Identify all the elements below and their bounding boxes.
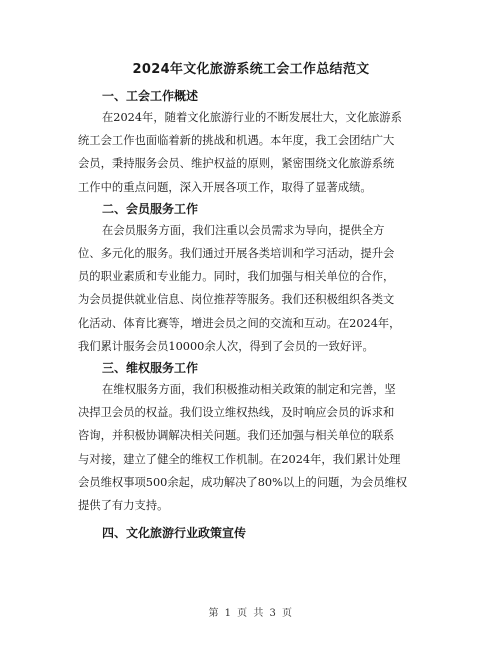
- paragraph-line: 工作中的重点问题，深入开展各项工作，取得了显著成绩。: [78, 180, 372, 194]
- section-heading-member-service: 二、会员服务工作: [102, 201, 199, 216]
- paragraph-line: 在会员服务方面，我们注重以会员需求为导向，提供全方: [102, 223, 385, 237]
- paragraph-line: 位、多元化的服务。我们通过开展各类培训和学习活动，提升会: [78, 247, 395, 261]
- page-footer: 第 1 页 共 3 页: [208, 608, 294, 619]
- section-paragraph-member-service: [78, 219, 429, 358]
- section-paragraph-rights-service: [78, 378, 429, 517]
- paragraph-line: 员的职业素质和专业能力。同时，我们加强与相关单位的合作，: [78, 270, 395, 284]
- paragraph-line: 在维权服务方面，我们积极推动相关政策的制定和完善，坚: [102, 383, 396, 397]
- paragraph-line: 咨询，并积极协调解决相关问题。我们还加强与相关单位的联系: [78, 429, 395, 443]
- paragraph-line: 决捍卫会员的权益。我们设立维权热线，及时响应会员的诉求和: [78, 406, 395, 420]
- section-heading-policy-promotion: 四、文化旅游行业政策宣传: [102, 526, 247, 541]
- section-paragraph-overview: [78, 106, 429, 199]
- document-body: [78, 86, 429, 543]
- paragraph-line: 会员维权事项500余起，成功解决了80%以上的问题，为会员维权: [78, 475, 408, 489]
- paragraph-line: 在2024年，随着文化旅游行业的不断发展壮大，文化旅游系: [102, 111, 402, 124]
- paragraph-line: 我们累计服务会员10000余人次，得到了会员的一致好评。: [78, 339, 374, 353]
- paragraph-line: 提供了有力支持。: [78, 499, 169, 513]
- section-heading-overview: 一、工会工作概述: [102, 89, 199, 103]
- paragraph-line: 为会员提供就业信息、岗位推荐等服务。我们还积极组织各类文: [78, 293, 395, 307]
- document-title: 2024年文化旅游系统工会工作总结范文: [132, 62, 370, 77]
- paragraph-line: 会员，秉持服务会员、维护权益的原则，紧密围绕文化旅游系统: [78, 157, 395, 171]
- paragraph-line: 化活动、体育比赛等，增进会员之间的交流和互动。在2024年，: [78, 316, 401, 330]
- section-heading-rights-service: 三、维权服务工作: [102, 361, 199, 376]
- paragraph-line: 与对接，建立了健全的维权工作机制。在2024年，我们累计处理: [78, 452, 401, 466]
- paragraph-line: 统工会工作也面临着新的挑战和机遇。本年度，我工会团结广大: [78, 134, 395, 148]
